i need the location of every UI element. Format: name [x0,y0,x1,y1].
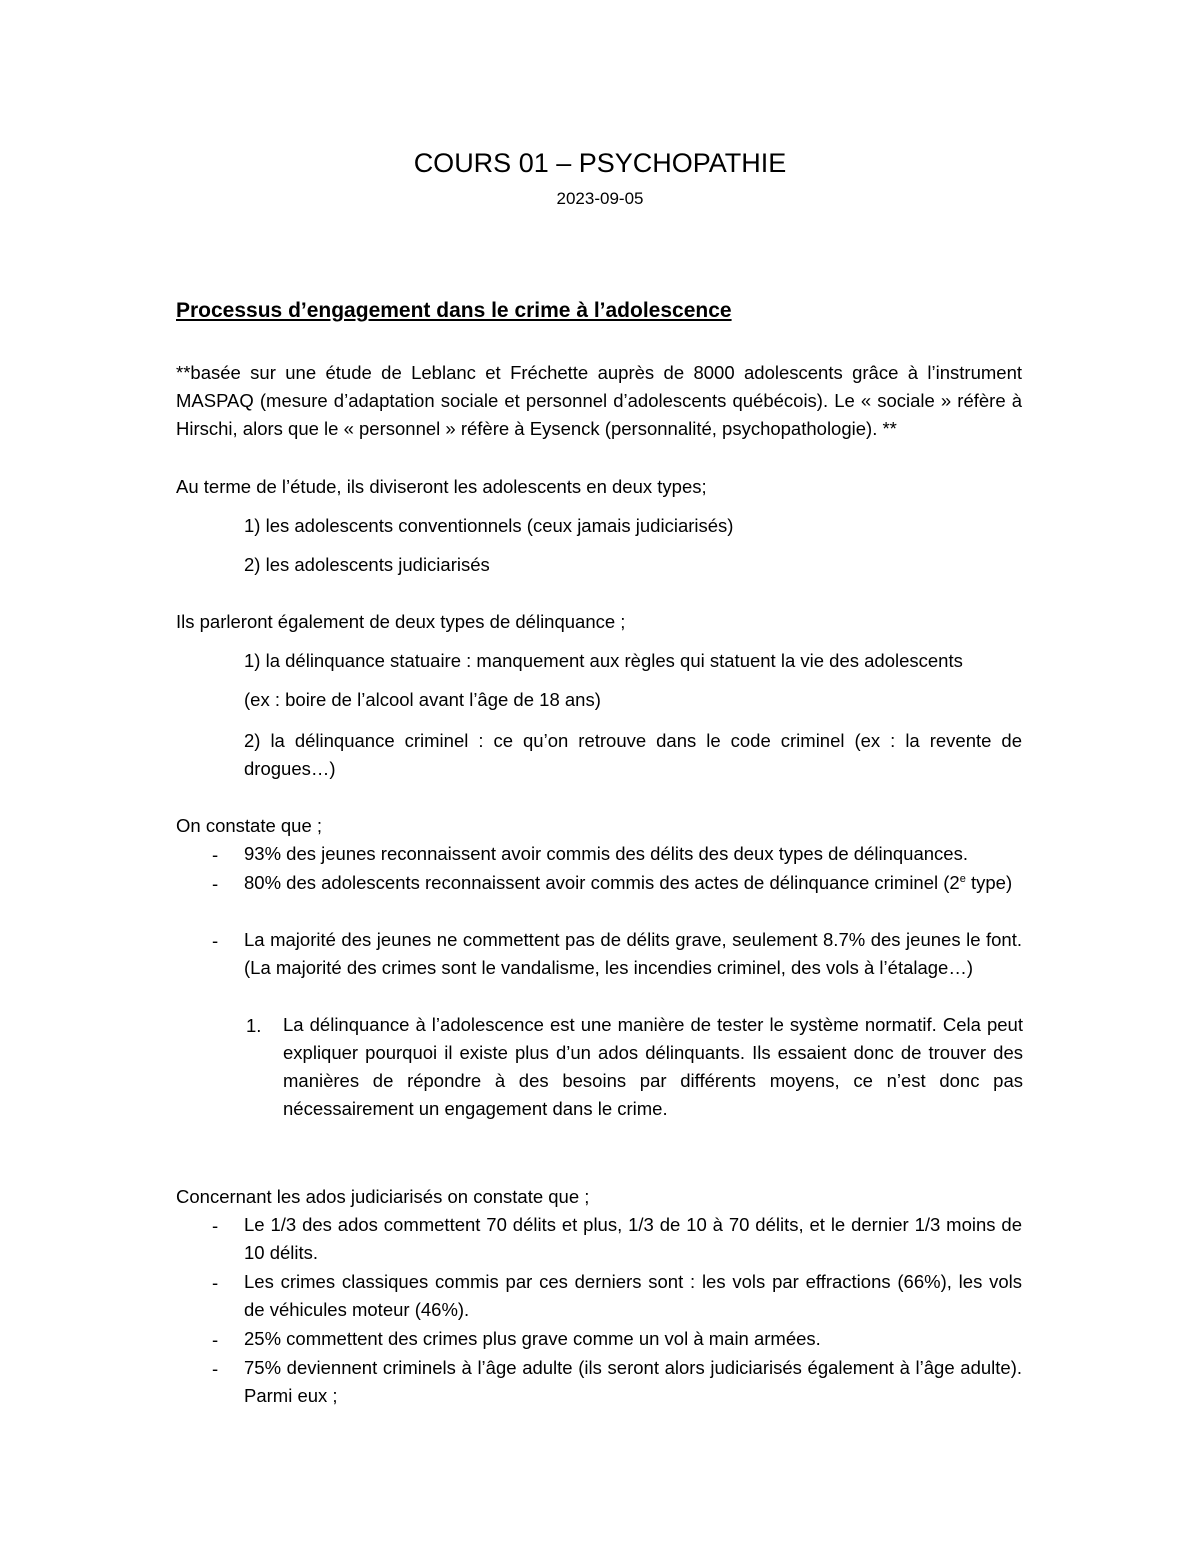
bullet-dash: - [212,930,219,951]
delinquance-item-1: 1) la délinquance statuaire : manquement aux règles qui statuent la vie des adolescents [244,650,963,671]
judiciarises-intro: Concernant les ados judiciarisés on constate que ; [176,1186,590,1207]
page-title: COURS 01 – PSYCHOPATHIE [413,148,787,178]
bullet-item: Le 1/3 des ados commettent 70 délits et plus, 1/3 de 10 à 70 délits, et le dernier 1/3 moins de 10 délits. [244,1214,1022,1263]
bullet-item: La majorité des jeunes ne commettent pas de délits grave, seulement 8.7% des jeunes le font. (La majorité des crimes sont le vandalisme, les incendies criminel, des vols à l’étalage…) [244,929,1022,978]
bullet-dash: - [212,844,219,865]
bullet-text-end: type) [965,872,1013,893]
bullet-item: 93% des jeunes reconnaissent avoir commis des délits des deux types de délinquances. [244,843,968,864]
bullet-item: 25% commettent des crimes plus grave comme un vol à main armées. [244,1328,821,1349]
types-intro: Au terme de l’étude, ils diviseront les adolescents en deux types; [176,476,707,497]
page-date: 2023-09-05 [556,189,644,208]
numbered-marker: 1. [246,1015,262,1036]
bullet-dash: - [212,1329,219,1350]
section-heading: Processus d’engagement dans le crime à l’adolescence [176,299,732,322]
delinquance-item-1-example: (ex : boire de l’alcool avant l’âge de 18 ans) [244,689,601,710]
bullet-dash: - [212,1358,219,1379]
constate-intro: On constate que ; [176,815,323,836]
delinquance-item-2: 2) la délinquance criminel : ce qu’on retrouve dans le code criminel (ex : la revente de drogues…) [244,730,1022,779]
bullet-text: 80% des adolescents reconnaissent avoir commis des actes de délinquance criminel (2 [244,872,960,893]
bullet-item [244,869,1022,897]
bullet-dash: - [212,1272,219,1293]
type-item-1: 1) les adolescents conventionnels (ceux jamais judiciarisés) [244,515,734,536]
bullet-dash: - [212,873,219,894]
superscript: e [959,872,966,885]
intro-paragraph: **basée sur une étude de Leblanc et Fréchette auprès de 8000 adolescents grâce à l’instrument MASPAQ (mesure d’adaptation sociale et personnel d’adolescents québécois). Le « sociale » réfère à Hirschi, alors que le « personnel » réfère à Eysenck (personnalité, psychopathologie). ** [176,362,1022,439]
bullet-item: 75% deviennent criminels à l’âge adulte (ils seront alors judiciarisés également à l’âge adulte). Parmi eux ; [244,1357,1022,1406]
delinquance-intro: Ils parleront également de deux types de délinquance ; [176,611,626,632]
bullet-dash: - [212,1215,219,1236]
type-item-2: 2) les adolescents judiciarisés [244,554,490,575]
numbered-item: La délinquance à l’adolescence est une manière de tester le système normatif. Cela peut expliquer pourquoi il existe plus d’un ados délinquants. Ils essaient donc de trouver des manières de répondre à des besoins par différents moyens, ce n’est donc pas nécessairement un engagement dans le crime. [283,1014,1023,1119]
bullet-item: Les crimes classiques commis par ces derniers sont : les vols par effractions (66%), les vols de véhicules moteur (46%). [244,1271,1022,1320]
